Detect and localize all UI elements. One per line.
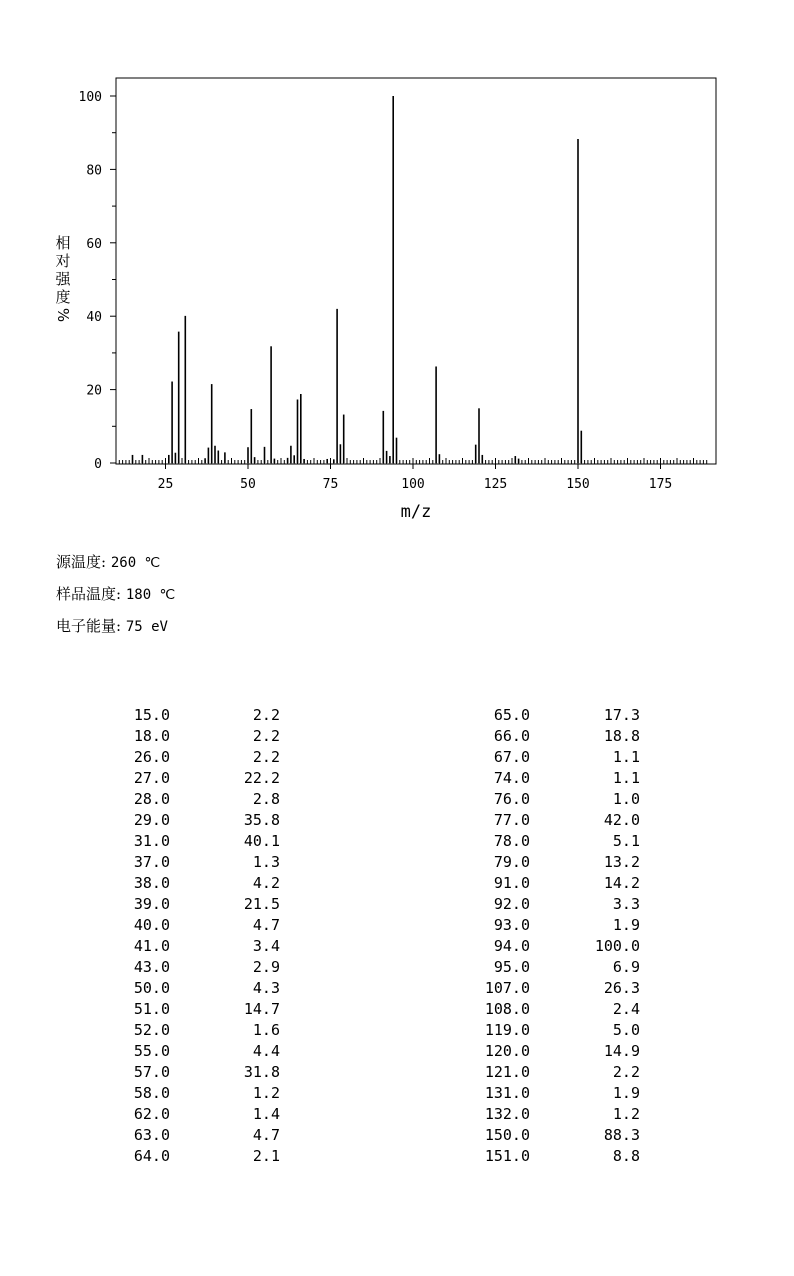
condition-label: 样品温度:: [56, 585, 122, 603]
intensity-value: 22.2: [243, 769, 280, 787]
x-tick-label: 75: [322, 477, 339, 492]
intensity-value: 5.0: [612, 1021, 640, 1039]
condition-value: 180 ℃: [125, 587, 176, 603]
mz-value: 151.0: [484, 1147, 530, 1165]
intensity-value: 2.9: [252, 958, 280, 976]
condition-value: 75 eV: [125, 619, 168, 635]
mz-value: 119.0: [484, 1021, 530, 1039]
mz-value: 39.0: [133, 895, 170, 913]
table-row: [460, 1125, 660, 1146]
y-axis-ticks: [79, 90, 116, 472]
x-tick-label: 50: [240, 477, 256, 492]
intensity-value: 13.2: [603, 853, 640, 871]
intensity-value: 42.0: [603, 811, 640, 829]
table-row: [460, 768, 660, 789]
table-row: [100, 936, 300, 957]
mz-value: 94.0: [493, 937, 530, 955]
table-row: [100, 1083, 300, 1104]
table-row: [100, 1020, 300, 1041]
mz-value: 108.0: [484, 1000, 530, 1018]
table-row: [460, 789, 660, 810]
intensity-value: 1.2: [612, 1105, 640, 1123]
table-row: [460, 726, 660, 747]
mz-value: 150.0: [484, 1126, 530, 1144]
table-row: [460, 1146, 660, 1167]
table-row: [100, 1062, 300, 1083]
mz-value: 51.0: [133, 1000, 170, 1018]
mz-value: 91.0: [493, 874, 530, 892]
table-row: [100, 768, 300, 789]
intensity-value: 1.2: [252, 1084, 280, 1102]
mz-value: 40.0: [133, 916, 170, 934]
intensity-value: 14.2: [603, 874, 640, 892]
table-row: [460, 852, 660, 873]
y-tick-label: 60: [86, 236, 102, 252]
intensity-value: 8.8: [612, 1147, 640, 1165]
mz-value: 121.0: [484, 1063, 530, 1081]
intensity-value: 17.3: [603, 706, 640, 724]
y-tick-label: 40: [86, 310, 102, 326]
intensity-value: 35.8: [243, 811, 280, 829]
table-row: [460, 1104, 660, 1125]
mz-value: 79.0: [493, 853, 530, 871]
x-tick-label: 150: [566, 477, 590, 492]
table-row: [100, 873, 300, 894]
intensity-value: 4.7: [252, 916, 280, 934]
x-tick-label: 25: [157, 477, 174, 492]
x-axis-ticks: [158, 464, 673, 492]
intensity-value: 88.3: [603, 1126, 640, 1144]
intensity-value: 1.3: [252, 853, 280, 871]
intensity-value: 1.1: [612, 748, 640, 766]
mz-value: 64.0: [133, 1147, 170, 1165]
y-axis-label-char: 相: [55, 234, 71, 252]
intensity-value: 2.2: [612, 1063, 640, 1081]
table-row: [460, 936, 660, 957]
intensity-value: 1.0: [612, 790, 640, 808]
mz-value: 28.0: [133, 790, 170, 808]
mz-value: 65.0: [493, 706, 530, 724]
table-row: [100, 705, 300, 726]
mz-value: 132.0: [484, 1105, 530, 1123]
mz-value: 67.0: [493, 748, 530, 766]
table-row: [100, 915, 300, 936]
intensity-value: 2.4: [612, 1000, 640, 1018]
intensity-value: 1.6: [252, 1021, 280, 1039]
table-row: [100, 1125, 300, 1146]
table-row: [460, 978, 660, 999]
intensity-value: 14.7: [243, 1000, 280, 1018]
mz-value: 131.0: [484, 1084, 530, 1102]
intensity-value: 3.4: [252, 937, 280, 955]
table-row: [100, 789, 300, 810]
spectrum-peaks: [133, 96, 582, 463]
mz-value: 38.0: [133, 874, 170, 892]
y-axis-label-char: 强: [55, 270, 71, 288]
x-minor-ticks: [119, 458, 706, 464]
mz-value: 66.0: [493, 727, 530, 745]
table-row: [100, 1146, 300, 1167]
intensity-value: 18.8: [603, 727, 640, 745]
y-tick-label: 0: [94, 457, 102, 472]
mz-value: 62.0: [133, 1105, 170, 1123]
intensity-value: 26.3: [603, 979, 640, 997]
intensity-value: 2.2: [252, 748, 280, 766]
mz-value: 41.0: [133, 937, 170, 955]
table-row: [100, 831, 300, 852]
mz-value: 15.0: [133, 706, 170, 724]
y-tick-label: 80: [86, 163, 102, 179]
mz-value: 95.0: [493, 958, 530, 976]
condition-value: 260 ℃: [110, 555, 161, 571]
mz-value: 74.0: [493, 769, 530, 787]
intensity-value: 100.0: [594, 937, 640, 955]
table-row: [100, 894, 300, 915]
y-axis-label-unit: %: [54, 307, 72, 323]
table-row: [100, 1041, 300, 1062]
table-row: [460, 831, 660, 852]
intensity-value: 31.8: [243, 1063, 280, 1081]
mz-value: 37.0: [133, 853, 170, 871]
plot-frame: [116, 78, 716, 464]
intensity-value: 14.9: [603, 1042, 640, 1060]
x-tick-label: 100: [401, 477, 425, 492]
mz-value: 120.0: [484, 1042, 530, 1060]
intensity-value: 21.5: [243, 895, 280, 913]
table-row: [460, 1062, 660, 1083]
table-row: [460, 999, 660, 1020]
y-axis-label-char: 度: [55, 288, 71, 306]
mz-value: 107.0: [484, 979, 530, 997]
condition-label: 电子能量:: [56, 617, 122, 635]
peak-table-right: [460, 705, 660, 1167]
y-tick-label: 20: [86, 383, 102, 399]
table-row: [460, 873, 660, 894]
table-row: [100, 957, 300, 978]
mz-value: 57.0: [133, 1063, 170, 1081]
mz-value: 29.0: [133, 811, 170, 829]
intensity-value: 4.3: [252, 979, 280, 997]
table-row: [100, 810, 300, 831]
intensity-value: 2.2: [252, 727, 280, 745]
y-tick-label: 100: [78, 90, 102, 105]
y-axis-label: [50, 234, 76, 324]
mz-value: 77.0: [493, 811, 530, 829]
intensity-value: 1.4: [252, 1105, 280, 1123]
intensity-value: 4.2: [252, 874, 280, 892]
mass-spectrum-chart: [0, 0, 794, 540]
intensity-value: 2.2: [252, 706, 280, 724]
intensity-value: 5.1: [612, 832, 640, 850]
intensity-value: 2.8: [252, 790, 280, 808]
mz-value: 52.0: [133, 1021, 170, 1039]
x-axis-label: m/z: [400, 502, 432, 522]
peak-table-left: [100, 705, 300, 1167]
table-row: [100, 999, 300, 1020]
intensity-value: 6.9: [612, 958, 640, 976]
table-row: [100, 726, 300, 747]
table-row: [460, 1041, 660, 1062]
intensity-value: 1.9: [612, 916, 640, 934]
mz-value: 50.0: [133, 979, 170, 997]
table-row: [460, 894, 660, 915]
mz-value: 31.0: [133, 832, 170, 850]
table-row: [460, 747, 660, 768]
table-row: [100, 978, 300, 999]
mz-value: 18.0: [133, 727, 170, 745]
intensity-value: 4.7: [252, 1126, 280, 1144]
intensity-value: 1.9: [612, 1084, 640, 1102]
table-row: [460, 957, 660, 978]
table-row: [100, 852, 300, 873]
intensity-value: 1.1: [612, 769, 640, 787]
mz-value: 92.0: [493, 895, 530, 913]
sample-temperature: [56, 583, 175, 604]
table-row: [460, 1083, 660, 1104]
table-row: [100, 1104, 300, 1125]
mz-value: 63.0: [133, 1126, 170, 1144]
intensity-value: 2.1: [252, 1147, 280, 1165]
intensity-value: 40.1: [243, 832, 280, 850]
intensity-value: 4.4: [252, 1042, 280, 1060]
y-axis-label-char: 对: [55, 252, 71, 270]
table-row: [100, 747, 300, 768]
table-row: [460, 915, 660, 936]
intensity-value: 3.3: [612, 895, 640, 913]
mz-value: 43.0: [133, 958, 170, 976]
electron-energy: [56, 615, 168, 636]
mz-value: 76.0: [493, 790, 530, 808]
table-row: [460, 705, 660, 726]
condition-label: 源温度:: [56, 553, 107, 571]
source-temperature: [56, 551, 160, 572]
mz-value: 55.0: [133, 1042, 170, 1060]
x-tick-label: 175: [648, 477, 673, 492]
x-tick-label: 125: [483, 477, 508, 492]
mz-value: 27.0: [133, 769, 170, 787]
mz-value: 58.0: [133, 1084, 170, 1102]
mz-value: 78.0: [493, 832, 530, 850]
mz-value: 26.0: [133, 748, 170, 766]
table-row: [460, 1020, 660, 1041]
mz-value: 93.0: [493, 916, 530, 934]
table-row: [460, 810, 660, 831]
